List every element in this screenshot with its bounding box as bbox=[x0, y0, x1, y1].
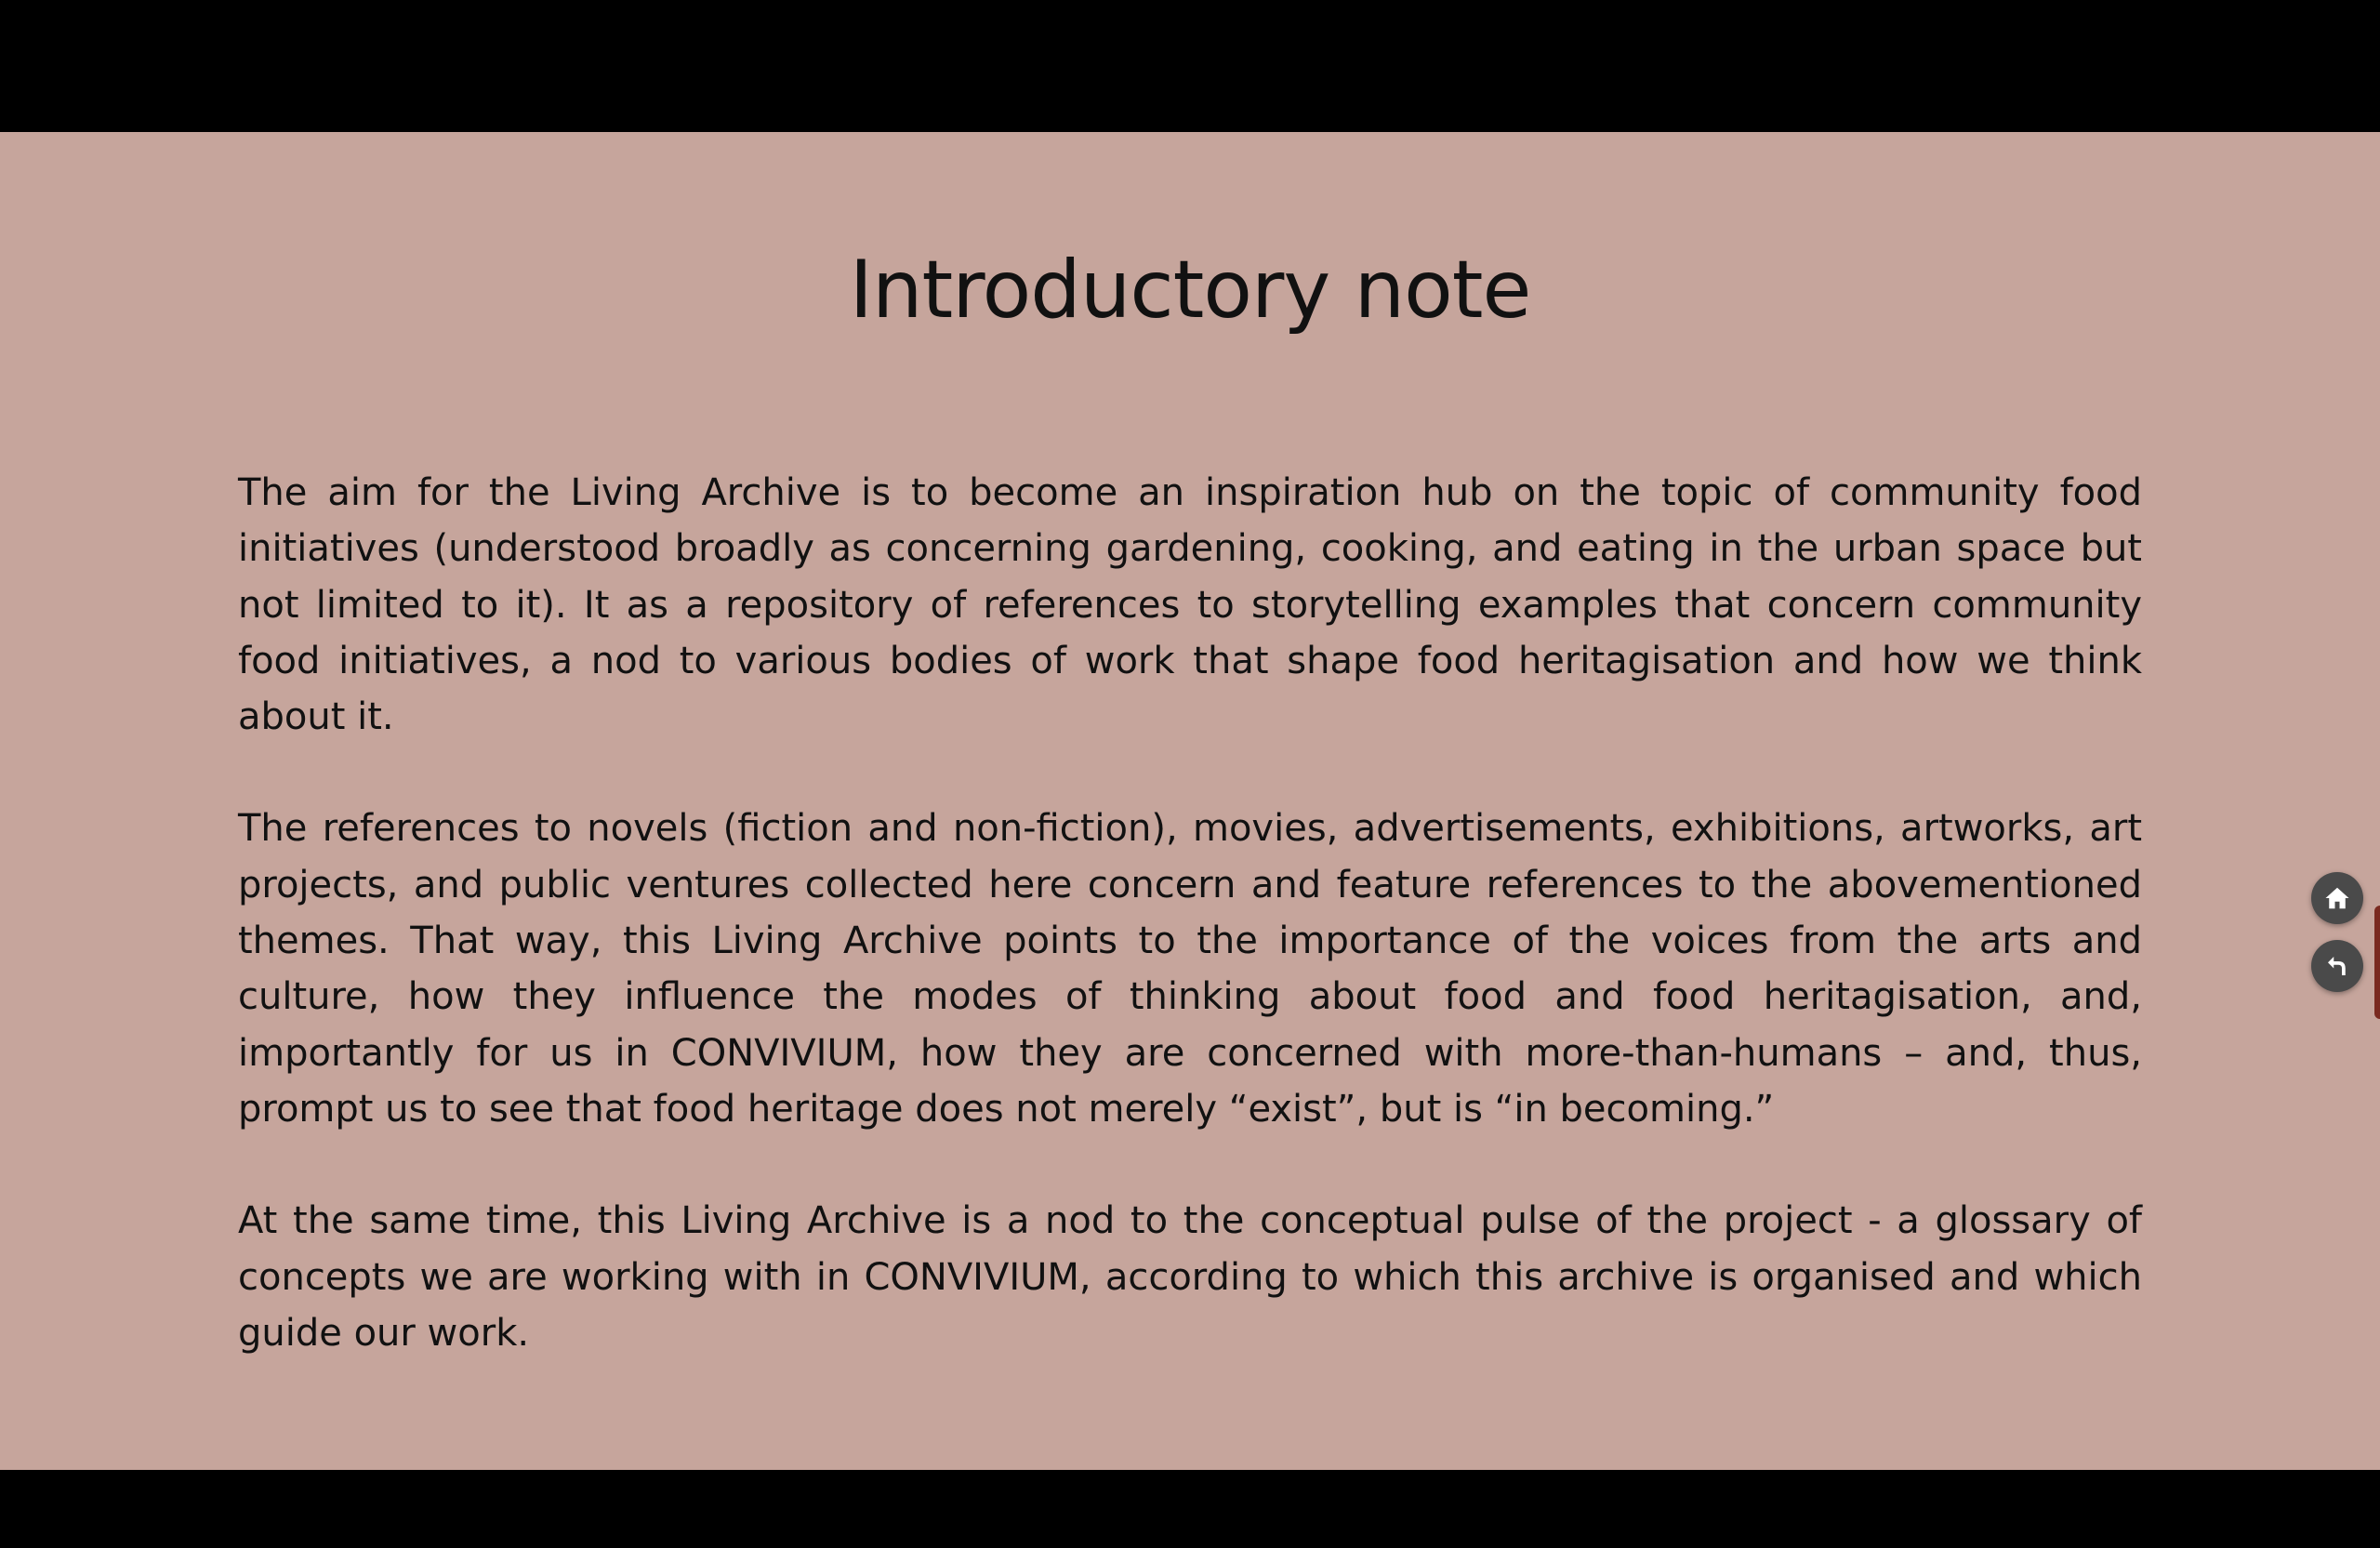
paragraph: At the same time, this Living Archive is a nod to the conceptual pulse of the project - a glossary of concepts we are working with in CONVIVIUM, according to which this archive is organised and which guide our work. bbox=[238, 1199, 2142, 1355]
home-icon bbox=[2323, 884, 2351, 912]
page-title: Introductory note bbox=[849, 244, 1531, 337]
side-panel-tab[interactable] bbox=[2374, 906, 2380, 1019]
slide-content bbox=[0, 132, 2380, 1470]
letterbox-top bbox=[0, 0, 2380, 132]
home-button[interactable] bbox=[2311, 872, 2363, 924]
paragraph: The references to novels (fiction and non-fiction), movies, advertisements, exhibitions, artworks, art projects, and public ventures collected here concern and feature references to the abovementioned themes. That way, this Living Archive points to the importance of the voices from the arts and culture, how they influence the modes of thinking about food and food heritagisation, and, importantly for us in CONVIVIUM, how they are concerned with more-than-humans – and, thus, prompt us to see that food heritage does not merely “exist”, but is “in becoming.” bbox=[238, 807, 2142, 1131]
paragraph: The aim for the Living Archive is to become an inspiration hub on the topic of community food initiatives (understood broadly as concerning gardening, cooking, and eating in the urban space but not limited to it). It as a repository of references to storytelling examples that concern community food initiatives, a nod to various bodies of work that shape food heritagisation and how we think about it. bbox=[238, 471, 2142, 739]
letterbox-bottom bbox=[0, 1470, 2380, 1548]
back-button[interactable] bbox=[2311, 940, 2363, 992]
intro-text bbox=[238, 465, 2142, 1361]
back-arrow-icon bbox=[2323, 952, 2351, 980]
